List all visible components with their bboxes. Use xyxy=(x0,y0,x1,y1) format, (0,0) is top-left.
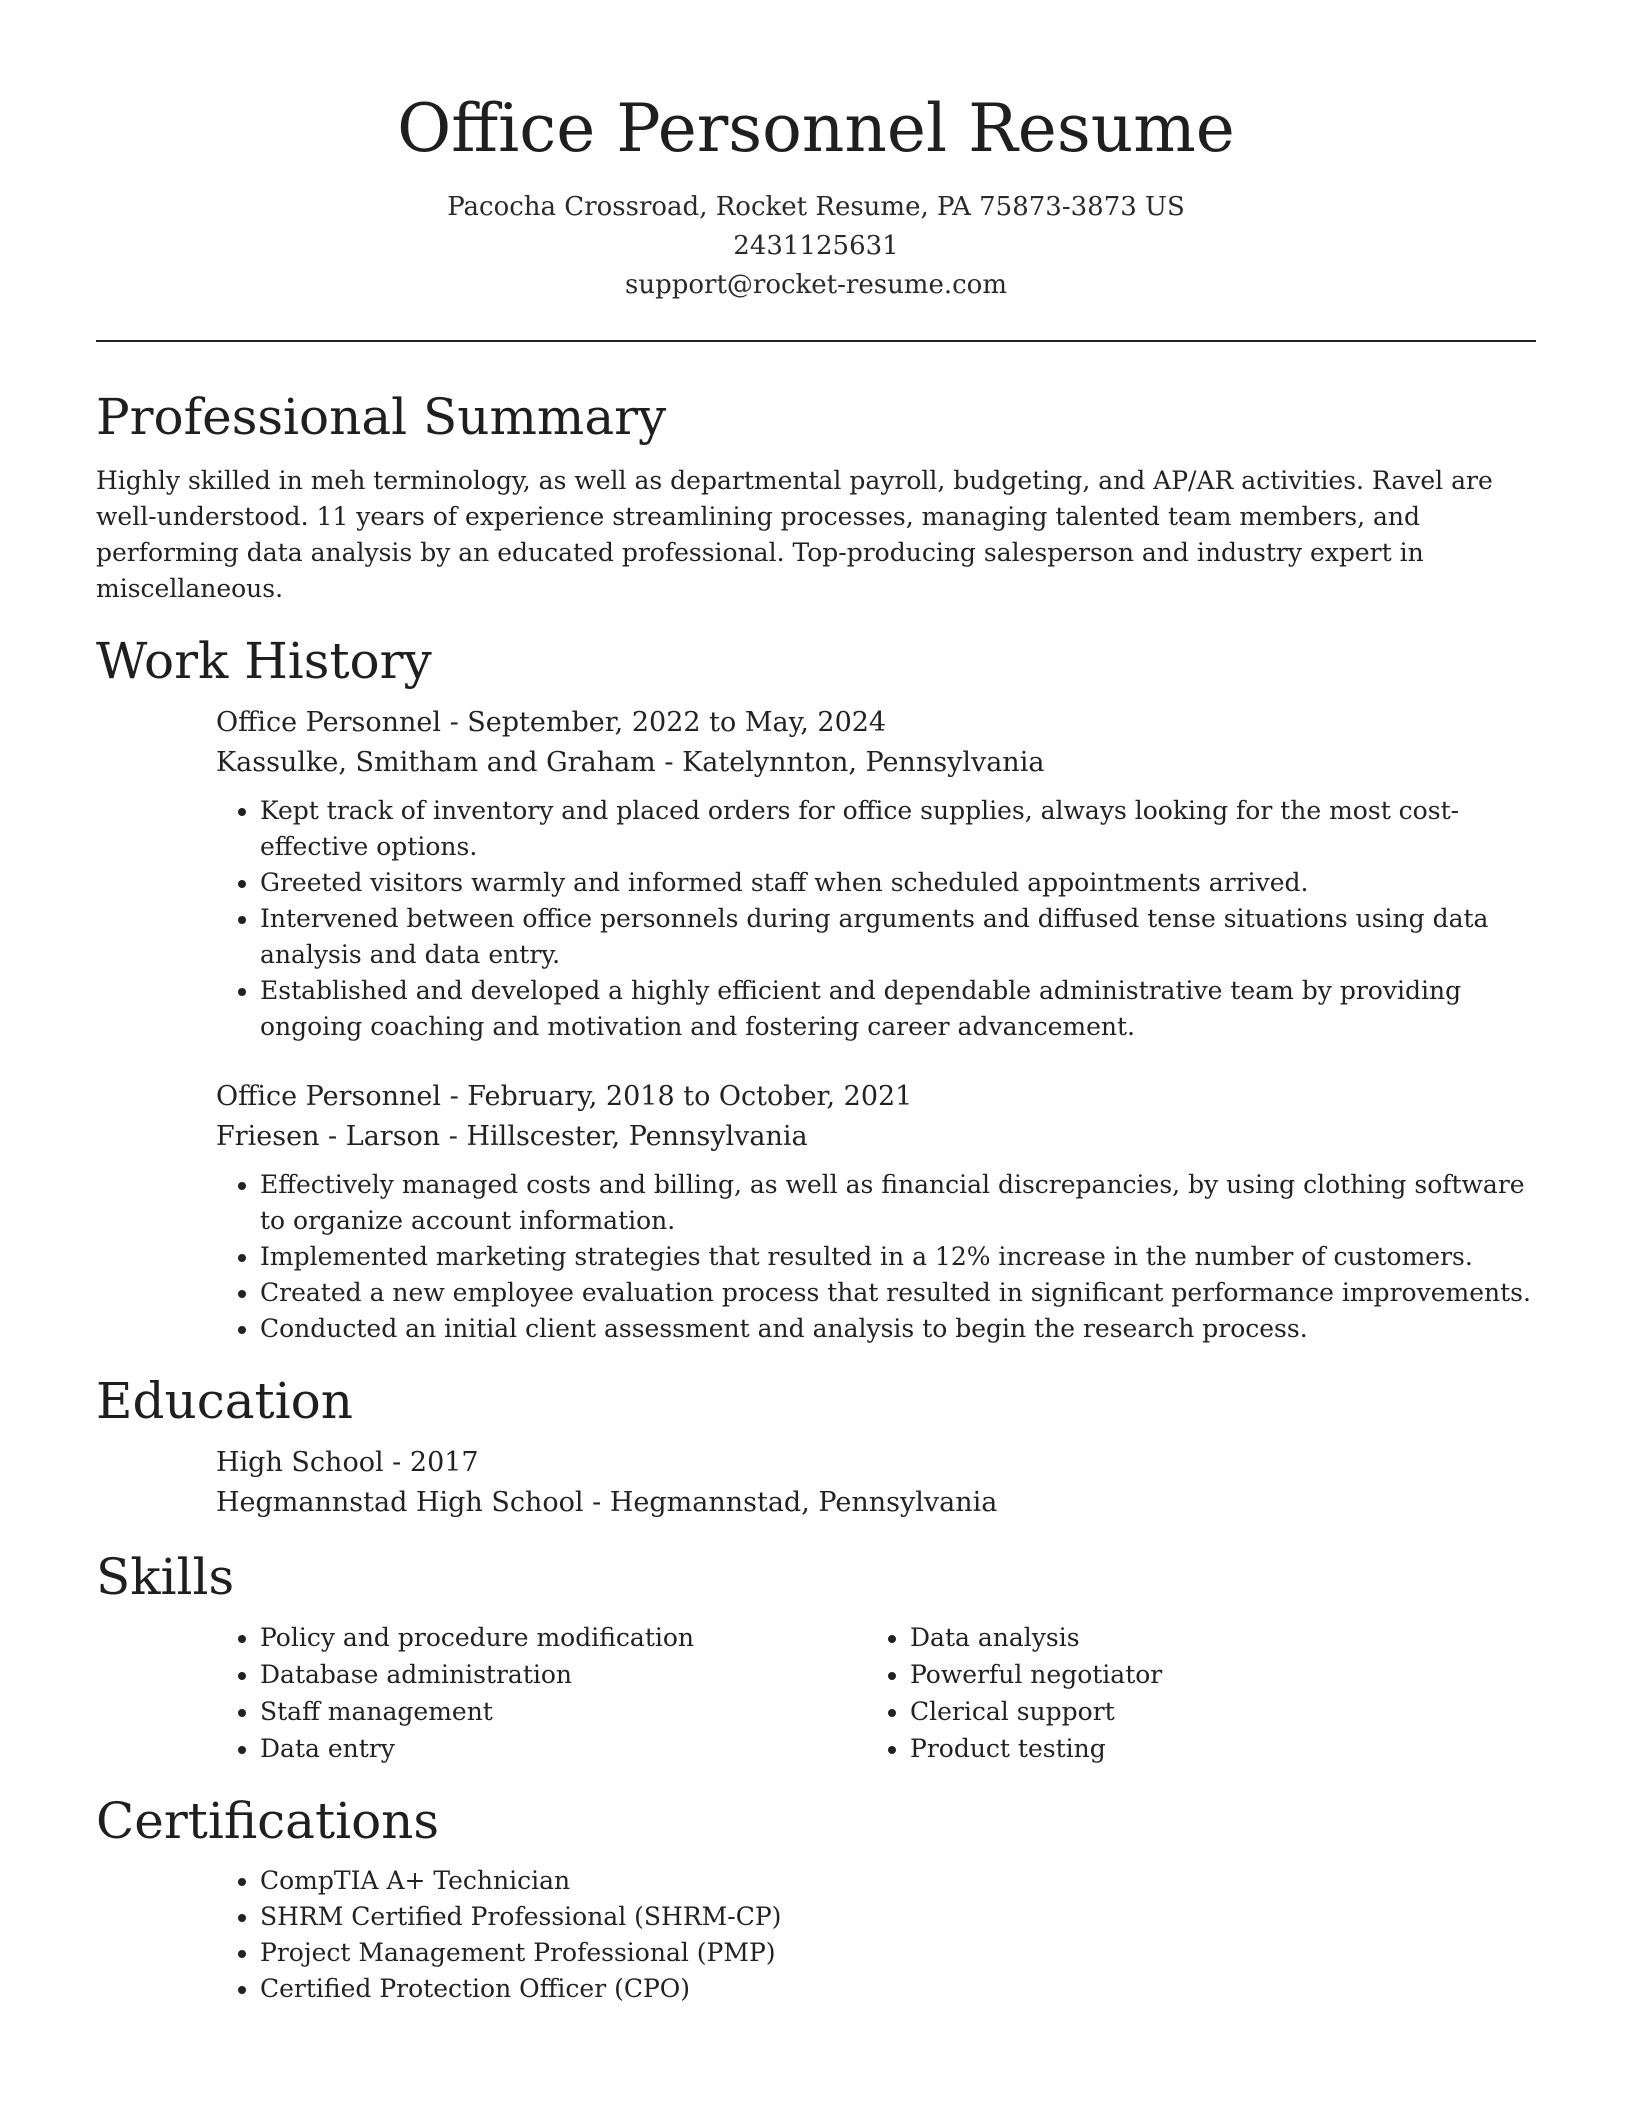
job-company-line xyxy=(216,1117,1536,1157)
header-divider xyxy=(96,340,1536,342)
separator: - xyxy=(440,1081,468,1112)
education-degree: High School xyxy=(216,1447,384,1478)
job-location: Hillscester, Pennsylvania xyxy=(466,1121,808,1152)
education-heading: Education xyxy=(96,1372,353,1430)
separator: - xyxy=(440,707,468,738)
certifications-block xyxy=(216,1863,1536,2007)
list-item: • Implemented marketing strategies that resulted in a 12% increase in the number of customers. xyxy=(260,1239,1536,1275)
certifications-list xyxy=(216,1863,1536,2007)
job-dates: September, 2022 to May, 2024 xyxy=(467,707,887,738)
resume-page xyxy=(96,0,1536,2007)
list-item: • Clerical support xyxy=(910,1693,1516,1730)
separator: - xyxy=(383,1447,410,1478)
contact-email: support@rocket-resume.com xyxy=(624,270,1007,300)
list-item: • CompTIA A+ Technician xyxy=(260,1863,1536,1899)
list-item: • Data entry xyxy=(260,1730,866,1767)
summary-heading: Professional Summary xyxy=(96,388,667,446)
list-item: • Data analysis xyxy=(910,1619,1516,1656)
job-location: Katelynnton, Pennsylvania xyxy=(682,747,1045,778)
education-school-line xyxy=(216,1483,1536,1523)
list-item: • Established and developed a highly efficient and dependable administrative team by providing ongoing coaching and motivation and fostering career advancement. xyxy=(260,973,1536,1045)
contact-block xyxy=(96,188,1536,305)
skills-column-left xyxy=(216,1619,866,1767)
list-item: • Product testing xyxy=(910,1730,1516,1767)
job-title-line xyxy=(216,703,1536,743)
separator: - xyxy=(583,1487,610,1518)
list-item: • Greeted visitors warmly and informed staff when scheduled appointments arrived. xyxy=(260,865,1536,901)
certifications-heading: Certifications xyxy=(96,1792,440,1850)
job-entry xyxy=(216,703,1536,1045)
skills-heading: Skills xyxy=(96,1548,235,1606)
skills-column-right xyxy=(866,1619,1516,1767)
list-item: • Kept track of inventory and placed orders for office supplies, always looking for the most cost-effective options. xyxy=(260,793,1536,865)
separator: - xyxy=(655,747,683,778)
education-location: Hegmannstad, Pennsylvania xyxy=(609,1487,998,1518)
job-company-line xyxy=(216,743,1536,783)
job-company: Kassulke, Smitham and Graham xyxy=(216,747,656,778)
education-degree-line xyxy=(216,1443,1536,1483)
list-item: • Intervened between office personnels during arguments and diffused tense situations using data analysis and data entry. xyxy=(260,901,1536,973)
education-entry xyxy=(216,1443,1536,1523)
job-dates: February, 2018 to October, 2021 xyxy=(467,1081,913,1112)
list-item: • Project Management Professional (PMP) xyxy=(260,1935,1536,1971)
education-school: Hegmannstad High School xyxy=(216,1487,584,1518)
summary-text: Highly skilled in meh terminology, as well as departmental payroll, budgeting, and AP/AR activities. Ravel are well-understood. 11 years of experience streamlining processes, managing talented team members, and performing data analysis by an educated professional. Top-producing salesperson and industry expert in miscellaneous. xyxy=(96,466,1493,603)
job-bullets xyxy=(216,793,1536,1045)
job-position: Office Personnel xyxy=(216,707,441,738)
list-item: • Created a new employee evaluation process that resulted in significant performance improvements. xyxy=(260,1275,1536,1311)
list-item: • Effectively managed costs and billing, as well as financial discrepancies, by using clothing software to organize account information. xyxy=(260,1167,1536,1239)
list-item: • Powerful negotiator xyxy=(910,1656,1516,1693)
job-company: Friesen - Larson xyxy=(216,1121,441,1152)
list-item: • Database administration xyxy=(260,1656,866,1693)
list-item: • Policy and procedure modification xyxy=(260,1619,866,1656)
separator: - xyxy=(440,1121,467,1152)
contact-address: Pacocha Crossroad, Rocket Resume, PA 75873-3873 US xyxy=(447,192,1185,222)
job-title-line xyxy=(216,1077,1536,1117)
job-position: Office Personnel xyxy=(216,1081,441,1112)
contact-phone: 2431125631 xyxy=(733,231,899,261)
list-item: • SHRM Certified Professional (SHRM-CP) xyxy=(260,1899,1536,1935)
resume-title: Office Personnel Resume xyxy=(397,90,1235,167)
education-year: 2017 xyxy=(409,1447,479,1478)
list-item: • Staff management xyxy=(260,1693,866,1730)
skills-list xyxy=(216,1619,1536,1767)
job-bullets xyxy=(216,1167,1536,1347)
work-history-heading: Work History xyxy=(96,632,432,690)
job-entry xyxy=(216,1077,1536,1347)
list-item: • Certified Protection Officer (CPO) xyxy=(260,1971,1536,2007)
list-item: • Conducted an initial client assessment and analysis to begin the research process. xyxy=(260,1311,1536,1347)
